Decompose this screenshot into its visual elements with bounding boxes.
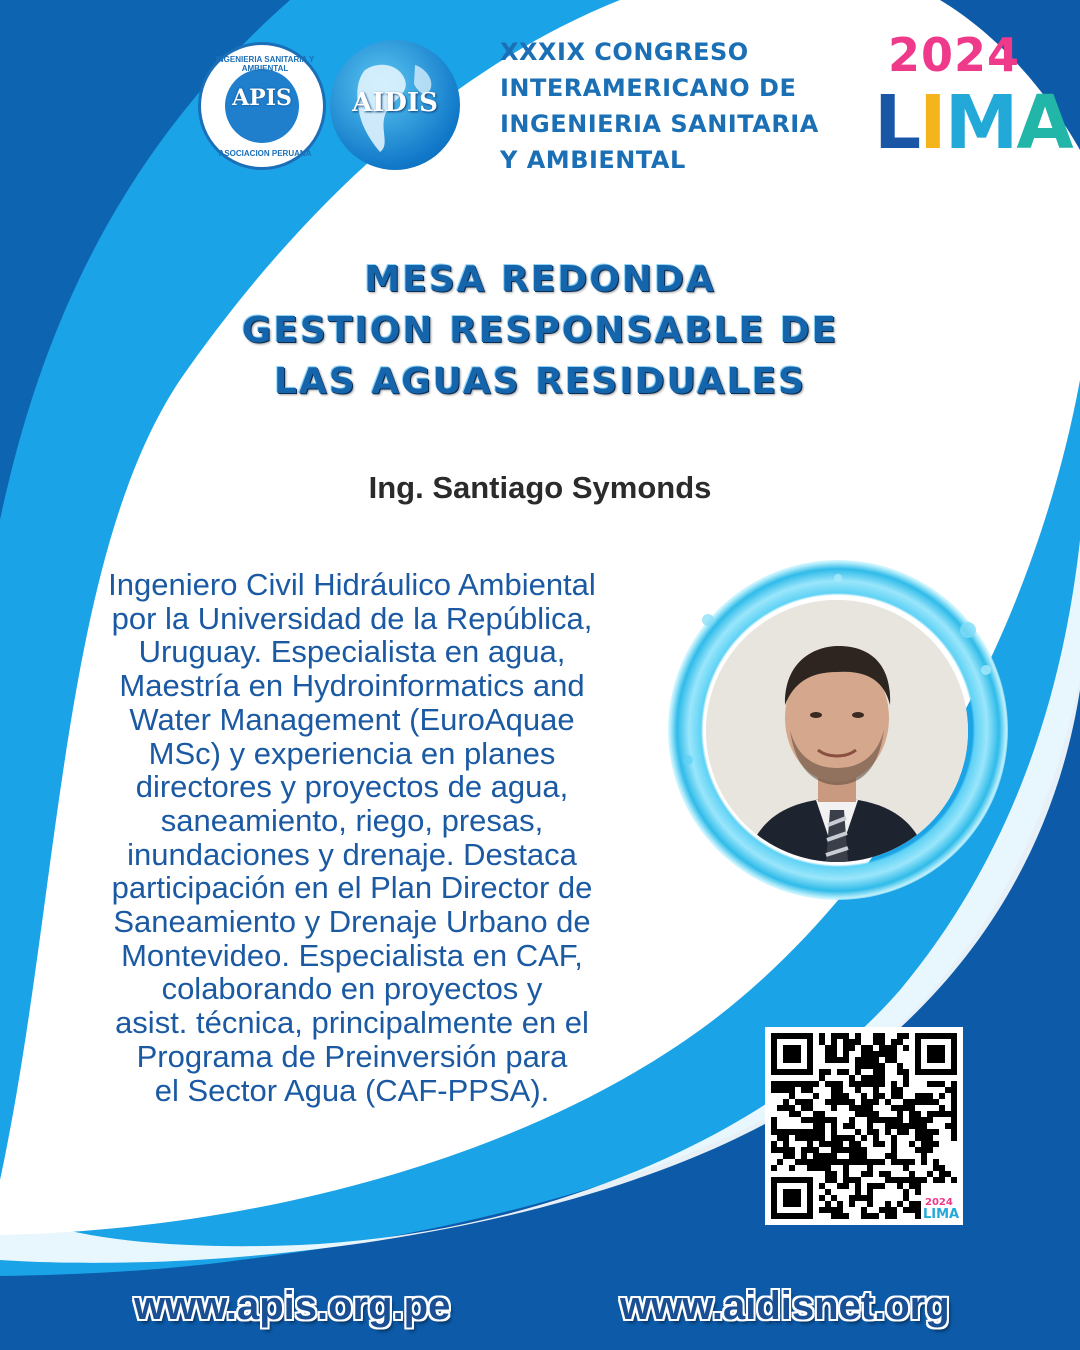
event-year: 2024 [888, 28, 1021, 82]
session-title-line: GESTION RESPONSABLE DE [241, 310, 839, 351]
bio-line: saneamiento, riego, presas, [160, 802, 544, 838]
lima-letter: I [919, 80, 945, 166]
speaker-bio [52, 568, 652, 1107]
session-title-line: MESA REDONDA [364, 259, 716, 300]
lima-2024-logo [874, 80, 1072, 166]
person-icon [706, 600, 968, 862]
session-title [160, 254, 920, 407]
congress-title [500, 34, 860, 178]
bio-line: asist. técnica, principalmente en el [115, 1005, 589, 1041]
bio-line: inundaciones y drenaje. Destaca [127, 836, 577, 872]
speaker-name: Ing. Santiago Symonds [368, 470, 712, 505]
bio-line: el Sector Agua (CAF-PPSA). [154, 1072, 550, 1108]
apis-logo-ring-top: INGENIERIA SANITARIA Y AMBIENTAL [215, 55, 315, 73]
bio-line: MSc) y experiencia en planes [148, 735, 556, 771]
bio-line: Montevideo. Especialista en CAF, [121, 937, 583, 973]
congress-line: XXXIX CONGRESO [500, 38, 749, 66]
bio-line: Water Management (EuroAquae [129, 701, 575, 737]
lima-letter: A [1016, 80, 1072, 166]
bio-line: Programa de Preinversión para [136, 1038, 568, 1074]
qr-logo-year: 2024 [925, 1197, 953, 1208]
aidis-logo [330, 40, 460, 170]
bio-line: Maestría en Hydroinformatics and [119, 668, 585, 704]
bio-line: participación en el Plan Director de [111, 870, 593, 906]
speaker-photo-frame [668, 560, 1008, 900]
bio-line: Ingeniero Civil Hidráulico Ambiental [108, 567, 596, 602]
bio-line: colaborando en proyectos y [161, 971, 543, 1007]
lima-letter: M [944, 80, 1017, 166]
qr-code-icon [765, 1027, 963, 1225]
apis-logo-ring-bottom: ASOCIACION PERUANA [218, 149, 312, 158]
congress-line: INTERAMERICANO DE [500, 74, 797, 102]
apis-logo-acronym: APIS [232, 85, 292, 111]
congress-line: Y AMBIENTAL [500, 146, 686, 174]
qr-logo-city: LIMA [923, 1207, 960, 1222]
lima-letter: L [874, 80, 920, 166]
bio-line: por la Universidad de la República, [111, 600, 593, 636]
qr-code[interactable] [765, 1027, 963, 1225]
session-title-line: LAS AGUAS RESIDUALES [273, 361, 807, 402]
congress-line: INGENIERIA SANITARIA [500, 110, 819, 138]
bio-line: Uruguay. Especialista en agua, [138, 634, 566, 670]
aidis-logo-acronym: AIDIS [352, 88, 438, 118]
apis-logo [198, 42, 326, 170]
speaker-photo [706, 600, 968, 862]
bio-line: Saneamiento y Drenaje Urbano de [113, 904, 591, 940]
apis-website-link[interactable]: www.apis.org.pe [134, 1284, 451, 1328]
bio-line: directores y proyectos de agua, [135, 769, 569, 805]
aidis-website-link[interactable]: www.aidisnet.org [620, 1284, 950, 1328]
